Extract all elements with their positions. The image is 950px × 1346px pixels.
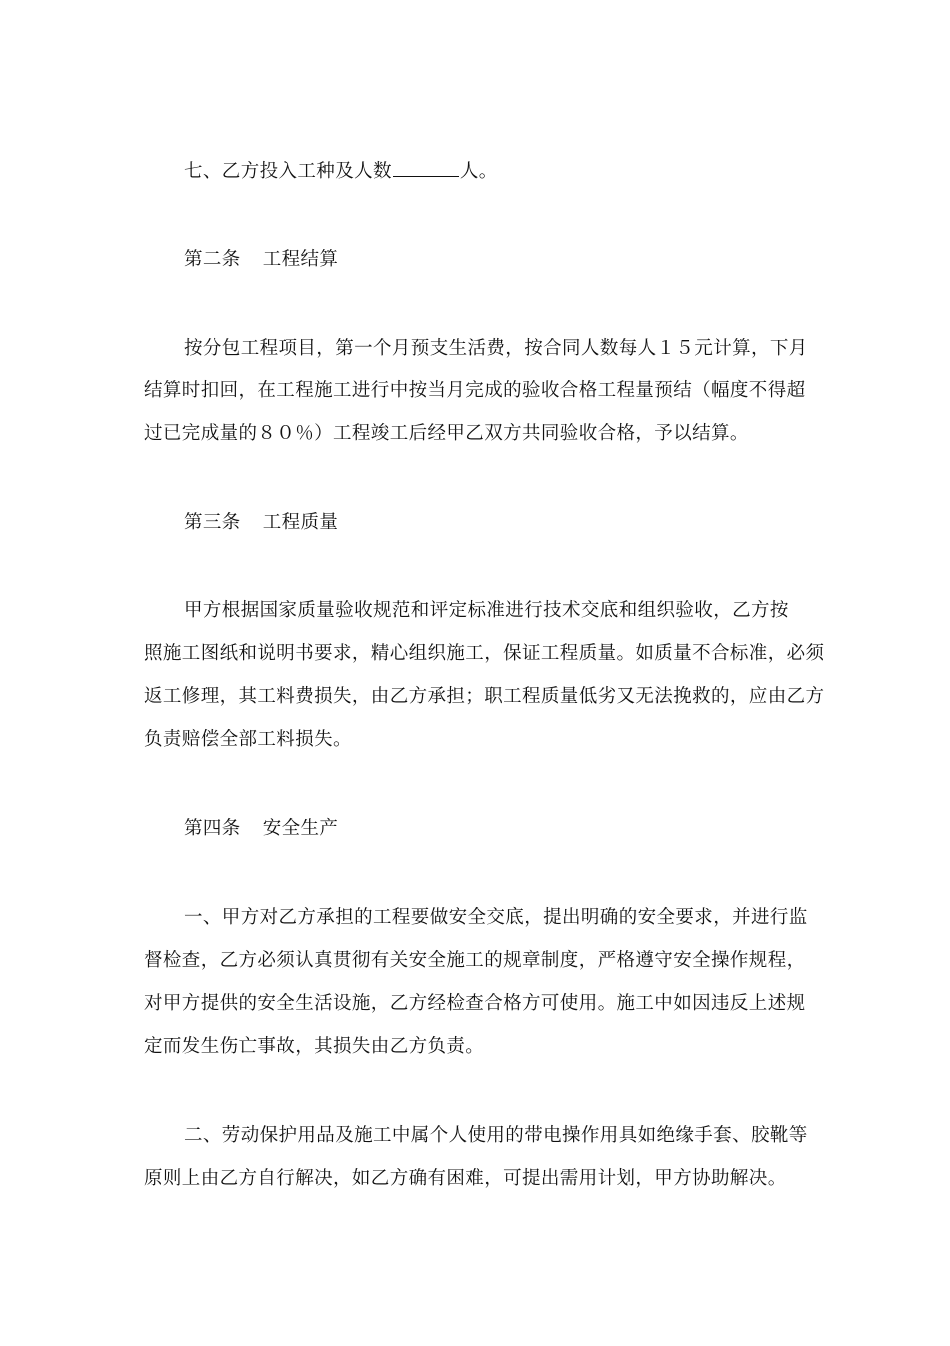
clause-3-line: 返工修理，其工料费损失，由乙方承担；职工程质量低劣又无法挽救的，应由乙方 (144, 686, 825, 707)
clause-2-heading (184, 247, 338, 273)
clause-3-number: 第三条 (184, 512, 241, 533)
item-7-line (184, 158, 864, 185)
clause-2-line: 结算时扣回，在工程施工进行中按当月完成的验收合格工程量预结（幅度不得超 (144, 380, 806, 401)
clause-4-number: 第四条 (184, 818, 241, 839)
clause-4-item-2-line: 二、劳动保护用品及施工中属个人使用的带电操作用具如绝缘手套、胶靴等 (184, 1125, 808, 1146)
clause-4-item-2-line: 原则上由乙方自行解决，如乙方确有困难，可提出需用计划，甲方协助解决。 (144, 1168, 787, 1189)
clause-4-heading (184, 816, 338, 842)
clause-2-line: 按分包工程项目，第一个月预支生活费，按合同人数每人１５元计算，下月 (184, 338, 808, 359)
blank-underline (393, 158, 459, 177)
clause-4-item-1-line: 一、甲方对乙方承担的工程要做安全交底，提出明确的安全要求，并进行监 (184, 907, 808, 928)
clause-4-item-1-line: 督检查，乙方必须认真贯彻有关安全施工的规章制度，严格遵守安全操作规程， (144, 950, 806, 971)
clause-2-line: 过已完成量的８０％）工程竣工后经甲乙双方共同验收合格，予以结算。 (144, 423, 749, 444)
clause-2-number: 第二条 (184, 249, 241, 270)
item-7-prefix: 七、乙方投入工种及人数 (184, 161, 392, 182)
clause-3-line: 照施工图纸和说明书要求，精心组织施工，保证工程质量。如质量不合标准，必须 (144, 643, 825, 664)
item-7-suffix: 人。 (459, 161, 498, 182)
clause-3-title: 工程质量 (262, 512, 339, 533)
clause-4-title: 安全生产 (262, 818, 339, 839)
clause-2-title: 工程结算 (262, 249, 339, 270)
clause-3-line: 甲方根据国家质量验收规范和评定标准进行技术交底和组织验收，乙方按 (184, 600, 789, 621)
clause-3-heading (184, 510, 338, 536)
clause-4-item-1-line: 对甲方提供的安全生活设施，乙方经检查合格方可使用。施工中如因违反上述规 (144, 993, 806, 1014)
clause-3-line: 负责赔偿全部工料损失。 (144, 729, 352, 750)
clause-4-item-1-line: 定而发生伤亡事故，其损失由乙方负责。 (144, 1036, 485, 1057)
